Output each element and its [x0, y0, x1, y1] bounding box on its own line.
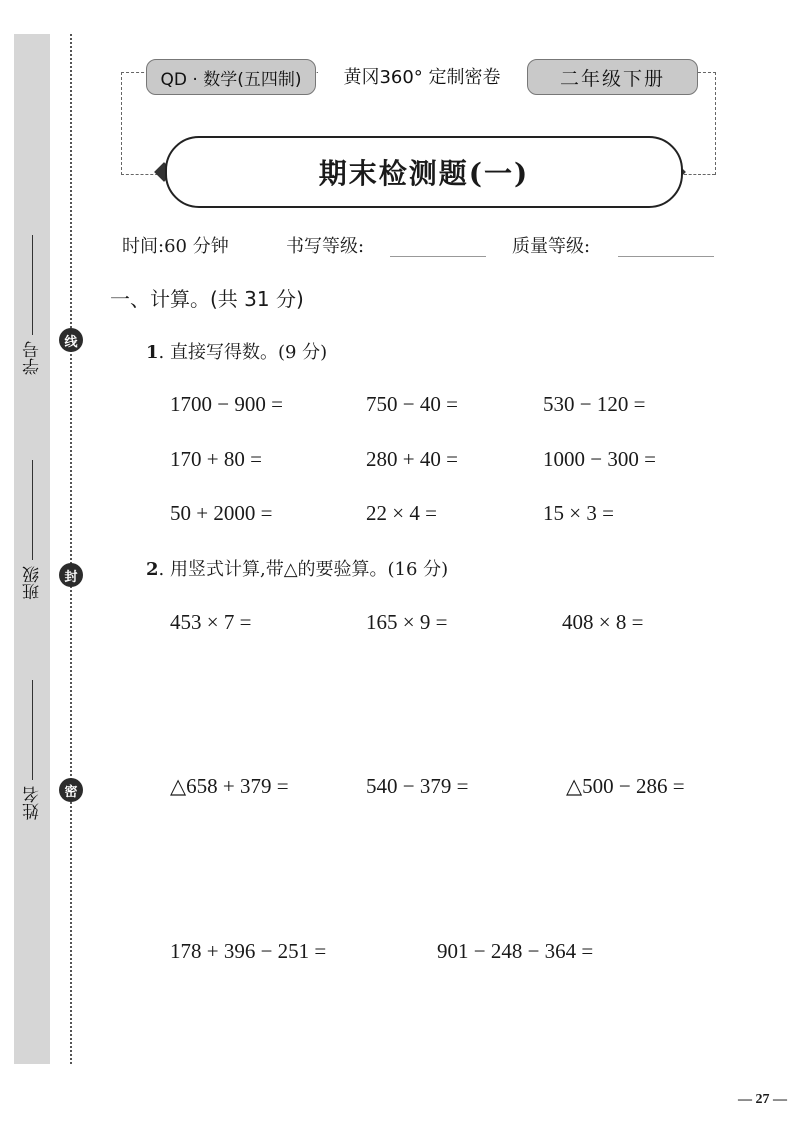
seal-mark-feng: 封 — [59, 563, 83, 587]
quality-grade-label: 质量等级: — [512, 236, 591, 257]
brand-name: 黄冈360° 定制密卷 — [318, 59, 526, 93]
q1-item-1: 1700 − 900 = — [170, 392, 283, 416]
q2-item-5: 540 − 379 = — [366, 774, 469, 798]
q2-item-6: △500 − 286 = — [566, 774, 685, 798]
seal-mark-mi: 密 — [59, 778, 83, 802]
class-label: 班级 — [22, 566, 43, 600]
q2-item-7: 178 + 396 − 251 = — [170, 939, 327, 963]
subject-tag: QD · 数学(五四制) — [146, 59, 316, 95]
grade-tag: 二年级下册 — [527, 59, 698, 95]
q1-item-6: 1000 − 300 = — [543, 447, 656, 471]
page-title: 期末检测题(一) — [165, 136, 683, 208]
class-field — [14, 460, 50, 600]
q1-item-2: 750 − 40 = — [366, 392, 458, 416]
question-1-title — [146, 338, 327, 364]
q1-item-5: 280 + 40 = — [366, 447, 458, 471]
q1-item-3: 530 − 120 = — [543, 392, 646, 416]
q2-item-1: 453 × 7 = — [170, 610, 252, 634]
q1-item-7: 50 + 2000 = — [170, 501, 273, 525]
q1-item-8: 22 × 4 = — [366, 501, 437, 525]
q2-item-8: 901 − 248 − 364 = — [437, 939, 594, 963]
student-number-label: 学号 — [22, 341, 43, 375]
question-2-title — [146, 555, 448, 581]
name-rule — [32, 680, 33, 780]
q1-item-9: 15 × 3 = — [543, 501, 614, 525]
exam-time: 时间:60 分钟 — [122, 236, 229, 257]
class-rule — [32, 460, 33, 560]
quality-grade-blank[interactable] — [618, 256, 714, 257]
seal-mark-xian: 线 — [59, 328, 83, 352]
question-1-number: 1 — [146, 342, 159, 363]
student-number-rule — [32, 235, 33, 335]
q2-item-4: △658 + 379 = — [170, 774, 289, 798]
name-field — [14, 680, 50, 820]
q1-item-4: 170 + 80 = — [170, 447, 262, 471]
cut-line — [70, 34, 72, 1064]
student-number-field — [14, 235, 50, 375]
section-title: 一、计算。(共 31 分) — [110, 287, 304, 311]
question-2-text: . 用竖式计算,带△的要验算。(16 分) — [158, 559, 449, 580]
writing-grade-blank[interactable] — [390, 256, 486, 257]
question-1-text: . 直接写得数。(9 分) — [158, 342, 328, 363]
page-number: — 27 — — [738, 1092, 787, 1107]
writing-grade-label: 书写等级: — [286, 236, 365, 257]
header-frame-right-tail — [684, 174, 715, 175]
question-2-number: 2 — [146, 559, 159, 580]
name-label: 姓名 — [22, 786, 43, 820]
q2-item-3: 408 × 8 = — [562, 610, 644, 634]
q2-item-2: 165 × 9 = — [366, 610, 448, 634]
